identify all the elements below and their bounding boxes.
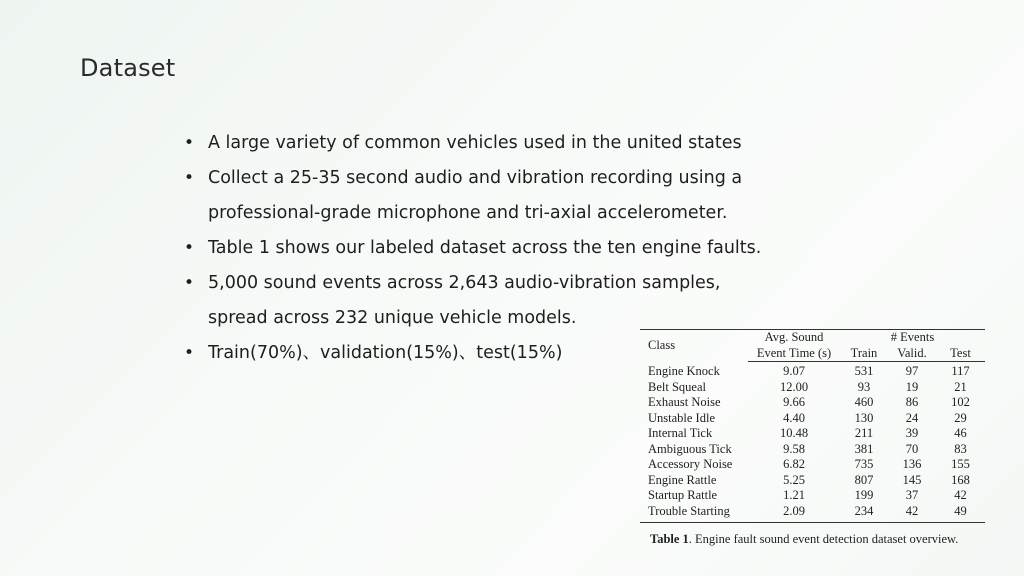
cell-valid: 42 <box>905 503 919 518</box>
cell-class: Unstable Idle <box>648 410 715 425</box>
cell-train: 211 <box>854 426 874 440</box>
cell-train: 381 <box>854 441 874 456</box>
bullet-text-continued: spread across 232 unique vehicle models. <box>208 308 577 328</box>
cell-valid: 136 <box>902 457 922 471</box>
cell-test: 102 <box>951 395 970 409</box>
cell-valid: 39 <box>905 426 919 440</box>
header-avg-line2: Event Time (s) <box>748 346 840 362</box>
cell-class: Engine Rattle <box>648 472 717 487</box>
cell-test: 83 <box>954 441 967 456</box>
bullet-dot-icon: • <box>184 343 195 363</box>
cell-train: 531 <box>854 364 874 378</box>
cell-avg: 9.66 <box>783 395 805 409</box>
cell-train: 93 <box>857 379 871 394</box>
cell-train: 460 <box>854 395 874 409</box>
table-caption <box>640 532 985 547</box>
bullet-item <box>182 161 822 231</box>
cell-class: Trouble Starting <box>648 503 730 518</box>
header-train: Train <box>840 346 888 362</box>
table-row <box>640 362 985 380</box>
cell-train: 807 <box>854 472 874 487</box>
cell-class: Startup Rattle <box>648 488 718 502</box>
cell-avg: 6.82 <box>783 457 805 471</box>
dataset-table-figure <box>640 329 985 547</box>
cell-valid: 24 <box>905 410 919 425</box>
cell-avg: 4.40 <box>783 410 805 425</box>
header-events-group: # Events <box>890 330 935 344</box>
table-row <box>640 473 985 489</box>
cell-valid: 145 <box>902 472 922 487</box>
bullet-item <box>182 231 822 266</box>
bullet-text: A large variety of common vehicles used in the united states <box>208 133 742 153</box>
table-row <box>640 395 985 411</box>
bullet-dot-icon: • <box>184 133 195 153</box>
bullet-text: Train(70%)、validation(15%)、test(15%) <box>208 343 563 363</box>
cell-avg: 12.00 <box>779 379 809 394</box>
bullet-dot-icon: • <box>184 273 195 293</box>
cell-test: 155 <box>951 457 970 471</box>
cell-class: Ambiguous Tick <box>648 441 732 456</box>
cell-avg: 10.48 <box>779 426 809 440</box>
bullet-item <box>182 266 822 336</box>
header-test: Test <box>936 346 985 362</box>
bullet-text: Collect a 25-35 second audio and vibration recording using a <box>208 168 743 188</box>
caption-label: Table 1 <box>650 532 689 546</box>
cell-test: 21 <box>954 379 967 394</box>
header-class: Class <box>648 338 676 352</box>
cell-test: 117 <box>951 364 970 378</box>
cell-class: Exhaust Noise <box>648 395 721 409</box>
cell-avg: 9.58 <box>783 441 805 456</box>
cell-test: 168 <box>951 472 970 487</box>
bullet-text: 5,000 sound events across 2,643 audio-vibration samples, <box>208 273 721 293</box>
slide-title: Dataset <box>80 54 176 82</box>
cell-avg: 9.07 <box>783 364 805 378</box>
table-row <box>640 504 985 523</box>
cell-avg: 1.21 <box>783 488 805 502</box>
cell-test: 42 <box>954 488 967 502</box>
bullet-dot-icon: • <box>184 238 195 258</box>
cell-valid: 97 <box>905 364 919 378</box>
cell-class: Accessory Noise <box>648 457 733 471</box>
cell-train: 199 <box>854 488 874 502</box>
cell-valid: 19 <box>905 379 919 394</box>
table-row <box>640 488 985 504</box>
cell-test: 29 <box>954 410 967 425</box>
cell-class: Engine Knock <box>648 363 720 378</box>
cell-class: Belt Squeal <box>648 379 706 394</box>
table-row <box>640 411 985 427</box>
cell-valid: 86 <box>905 395 919 409</box>
table-row <box>640 426 985 442</box>
cell-train: 735 <box>854 457 874 471</box>
cell-train: 130 <box>854 410 874 425</box>
table-row <box>640 457 985 473</box>
cell-avg: 2.09 <box>783 503 805 518</box>
header-valid: Valid. <box>888 346 936 362</box>
cell-class: Internal Tick <box>648 426 713 440</box>
table-row <box>640 442 985 458</box>
caption-text: . Engine fault sound event detection dataset overview. <box>688 532 959 546</box>
cell-avg: 5.25 <box>783 472 805 487</box>
header-avg-line1: Avg. Sound <box>764 330 824 344</box>
cell-test: 46 <box>954 426 967 440</box>
cell-train: 234 <box>854 503 874 518</box>
bullet-item <box>182 126 822 161</box>
dataset-table <box>640 329 985 523</box>
cell-valid: 70 <box>905 441 919 456</box>
table-row <box>640 380 985 396</box>
cell-valid: 37 <box>905 488 919 502</box>
bullet-dot-icon: • <box>184 168 195 188</box>
bullet-text: Table 1 shows our labeled dataset across the ten engine faults. <box>208 238 762 258</box>
bullet-text-continued: professional-grade microphone and tri-axial accelerometer. <box>208 203 728 223</box>
cell-test: 49 <box>954 503 967 518</box>
